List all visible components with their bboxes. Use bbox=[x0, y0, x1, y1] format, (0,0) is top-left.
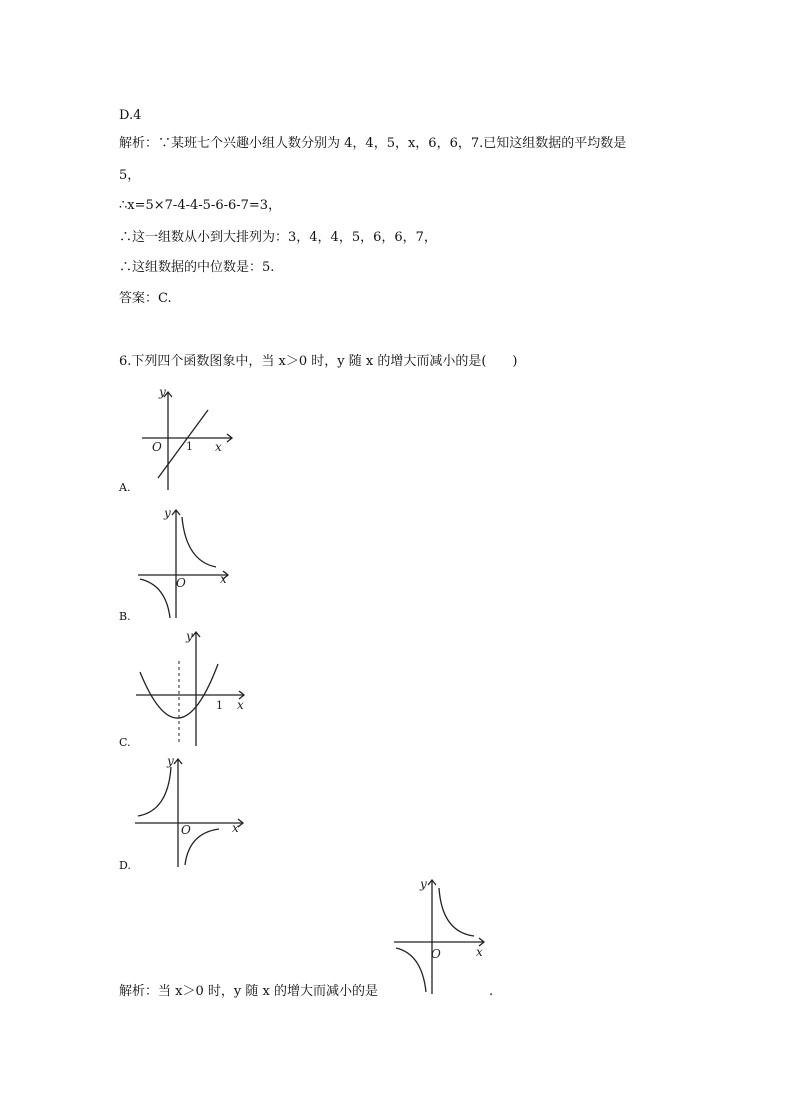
question-6-analysis bbox=[119, 984, 378, 1000]
x-label: x bbox=[237, 698, 244, 712]
option-c-label: C. bbox=[119, 736, 131, 749]
tick-label: 1 bbox=[216, 699, 223, 712]
option-a-label: A. bbox=[119, 481, 131, 494]
graph-b bbox=[136, 505, 236, 620]
analysis-line-4: ∴这一组数从小到大排列为：3，4，4，5，6，6，7， bbox=[119, 230, 437, 245]
y-label: y bbox=[420, 877, 427, 891]
option-d-label: D. bbox=[119, 859, 131, 872]
origin-label: O bbox=[181, 823, 191, 837]
answer-text: 答案：C. bbox=[119, 291, 172, 306]
analysis-graph bbox=[392, 876, 492, 996]
x-label: x bbox=[476, 945, 483, 959]
line-graph bbox=[158, 410, 208, 478]
analysis-suffix: . bbox=[489, 984, 494, 999]
y-label: y bbox=[167, 754, 174, 768]
y-label: y bbox=[186, 629, 193, 643]
hyperbola-branch-1 bbox=[138, 767, 171, 816]
option-b-label: B. bbox=[119, 610, 131, 623]
option-d-text: D.4 bbox=[119, 108, 142, 123]
origin-label: O bbox=[431, 947, 441, 961]
hyperbola-branch-1 bbox=[182, 517, 216, 567]
origin-label: O bbox=[176, 576, 186, 590]
x-label: x bbox=[215, 440, 222, 454]
hyperbola-branch-2 bbox=[396, 948, 426, 992]
x-label: x bbox=[232, 821, 239, 835]
hyperbola-branch-2 bbox=[140, 579, 170, 618]
analysis-line-1 bbox=[119, 136, 626, 152]
y-label: y bbox=[164, 506, 171, 520]
question-6-stem: 6.下列四个函数图象中，当 x＞0 时，y 随 x 的增大而减小的是( ) bbox=[119, 354, 518, 369]
analysis-label: 解析： bbox=[119, 136, 159, 151]
graph-c bbox=[134, 626, 249, 751]
analysis-prefix: 解析：当 x＞0 时，y 随 x 的增大而减小的是 bbox=[119, 984, 378, 999]
tick-label: 1 bbox=[186, 440, 193, 453]
hyperbola-branch-1 bbox=[439, 888, 474, 936]
analysis-line-5: ∴这组数据的中位数是：5. bbox=[119, 260, 275, 275]
analysis-line-2: 5， bbox=[119, 168, 141, 183]
graph-a bbox=[138, 382, 238, 492]
analysis-line-3: ∴x=5×7-4-4-5-6-6-7=3， bbox=[119, 198, 282, 213]
x-label: x bbox=[220, 572, 227, 586]
graph-d bbox=[133, 755, 248, 870]
analysis-text: ∵某班七个兴趣小组人数分别为 4，4，5，x，6，6，7.已知这组数据的平均数是 bbox=[158, 136, 627, 151]
y-label: y bbox=[159, 385, 166, 399]
origin-label: O bbox=[152, 440, 162, 454]
